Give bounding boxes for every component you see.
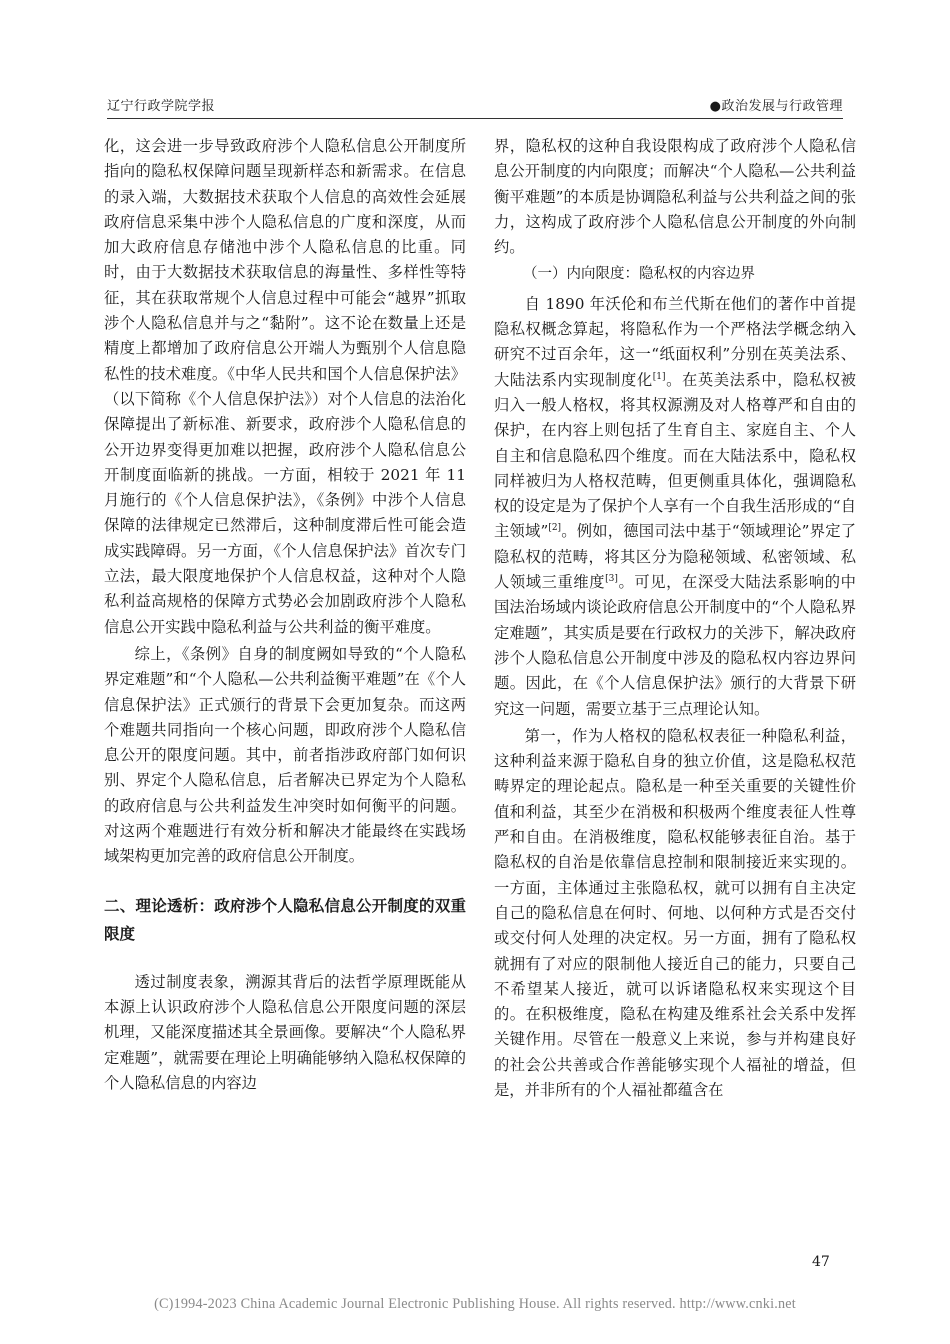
left-paragraph-1: 化，这会进一步导致政府涉个人隐私信息公开制度所指向的隐私权保障问题呈现新样态和新需求。在信息的录入端，大数据技术获取个人信息的高效性会延展政府信息采集中涉个人隐私信息的广度和深度，从而加大政府信息存储池中涉个人隐私信息的比重。同时，由于大数据技术获取信息的海量性、多样性等特征，其在获取常规个人信息过程中可能会“越界”抓取涉个人隐私信息并与之“黏附”。这不论在数量上还是精度上都增加了政府信息公开端人为甄别个人信息隐私性的技术难度。《中华人民共和国个人信息保护法》（以下简称《个人信息保护法》）对个人信息的法治化保障提出了新标准、新要求，政府涉个人隐私信息的公开边界变得更加难以把握，政府涉个人隐私信息公开制度面临新的挑战。一方面，相较于 2021 年 11 月施行的《个人信息保护法》，《条例》中涉个人信息保障的法律规定已然滞后，这种制度滞后性可能会造成实践障碍。另一方面，《个人信息保护法》首次专门立法，最大限度地保护个人信息权益，这种对个人隐私利益高规格的保障方式势必会加剧政府涉个人隐私信息公开实践中隐私利益与公共利益的衡平难度。 [104, 137, 466, 636]
section-heading: 二、理论透析：政府涉个人隐私信息公开制度的双重限度 [104, 895, 466, 943]
citation-ref-1: [1] [652, 371, 666, 382]
citation-ref-3: [3] [605, 573, 618, 584]
subsection-heading: （一）内向限度：隐私权的内容边界 [523, 266, 755, 283]
right-column [494, 134, 856, 1103]
journal-name: 辽宁行政学院学报 [107, 99, 216, 114]
text-run: 。可见，在深受大陆法系影响的中国法治场域内谈论政府信息公开制度中的“个人隐私界定难题”，其实质是要在行政权力的关涉下，解决政府涉个人隐私信息公开制度中涉及的隐私权内容边界问题。因此，在《个人信息保护法》颁行的大背景下研究这一问题，需要立基于三点理论认知。 [494, 573, 856, 718]
running-header [107, 88, 843, 114]
text-run: 自 1890 年沃伦和布兰代斯在他们的著作中首提隐私权概念算起，将隐私作为一个严格法学概念纳入研究不过百余年，这一“纸面权利”分别在英美法系、大陆法系内实现制度化 [494, 294, 856, 389]
right-paragraph-2 [494, 292, 856, 722]
section-name: ●政治发展与行政管理 [709, 99, 843, 114]
citation-ref-2: [2] [548, 523, 562, 534]
left-column [104, 134, 466, 1096]
left-paragraph-2: 综上，《条例》自身的制度阙如导致的“个人隐私界定难题”和“个人隐私—公共利益衡平难题”在《个人信息保护法》正式颁行的背景下会更加复杂。而这两个难题共同指向一个核心问题，即政府涉个人隐私信息公开的限度问题。其中，前者指涉政府部门如何识别、界定个人隐私信息，后者解决已界定为个人隐私的政府信息与公共利益发生冲突时如何衡平的问题。对这两个难题进行有效分析和解决才能最终在实践场域架构更加完善的政府信息公开制度。 [104, 644, 466, 866]
text-run: 。在英美法系中，隐私权被归入一般人格权，将其权源溯及对人格尊严和自由的保护，在内容上则包括了生育自主、家庭自主、个人自主和信息隐私四个维度。而在大陆法系中，隐私权同样被归为人格权范畴，但更侧重具体化，强调隐私权的设定是为了保护个人享有一个自我生活形成的“自主领域” [494, 370, 856, 541]
header-rule [107, 118, 843, 119]
right-paragraph-1: 界，隐私权的这种自我设限构成了政府涉个人隐私信息公开制度的内向限度；而解决“个人隐私—公共利益衡平难题”的本质是协调隐私利益与公共利益之间的张力，这构成了政府涉个人隐私信息公开制度的外向制约。 [494, 137, 856, 257]
right-paragraph-3: 第一，作为人格权的隐私权表征一种隐私利益，这种利益来源于隐私自身的独立价值，这是隐私权范畴界定的理论起点。隐私是一种至关重要的关键性价值和利益，其至少在消极和积极两个维度表征人性尊严和自由。在消极维度，隐私权能够表征自治。基于隐私权的自治是依靠信息控制和限制接近来实现的。一方面，主体通过主张隐私权，就可以拥有自主决定自己的隐私信息在何时、何地、以何种方式是否交付或交付何人处理的决定权。另一方面，拥有了隐私权就拥有了对应的限制他人接近自己的能力，只要自己不希望某人接近，就可以诉诸隐私权来实现这个目的。在积极维度，隐私在构建及维系社会关系中发挥关键作用。尽管在一般意义上来说，参与并构建良好的社会公共善或合作善能够实现个人福祉的增益，但是，并非所有的个人福祉都蕴含在 [494, 726, 856, 1099]
page-number: 47 [812, 1254, 830, 1270]
text-run: 。例如，德国司法中基于“领域理论”界定了隐私权的范畴，将其区分为隐秘领域、私密领域、私人领域三重维度 [494, 522, 856, 592]
left-paragraph-3: 透过制度表象，溯源其背后的法哲学原理既能从本源上认识政府涉个人隐私信息公开限度问题的深层机理，又能深度描述其全景画像。要解决“个人隐私界定难题”，就需要在理论上明确能够纳入隐私权保障的个人隐私信息的内容边 [104, 972, 466, 1092]
copyright-notice: (C)1994-2023 China Academic Journal Electronic Publishing House. All rights reserved. http://www.cnki.net [154, 1296, 796, 1312]
